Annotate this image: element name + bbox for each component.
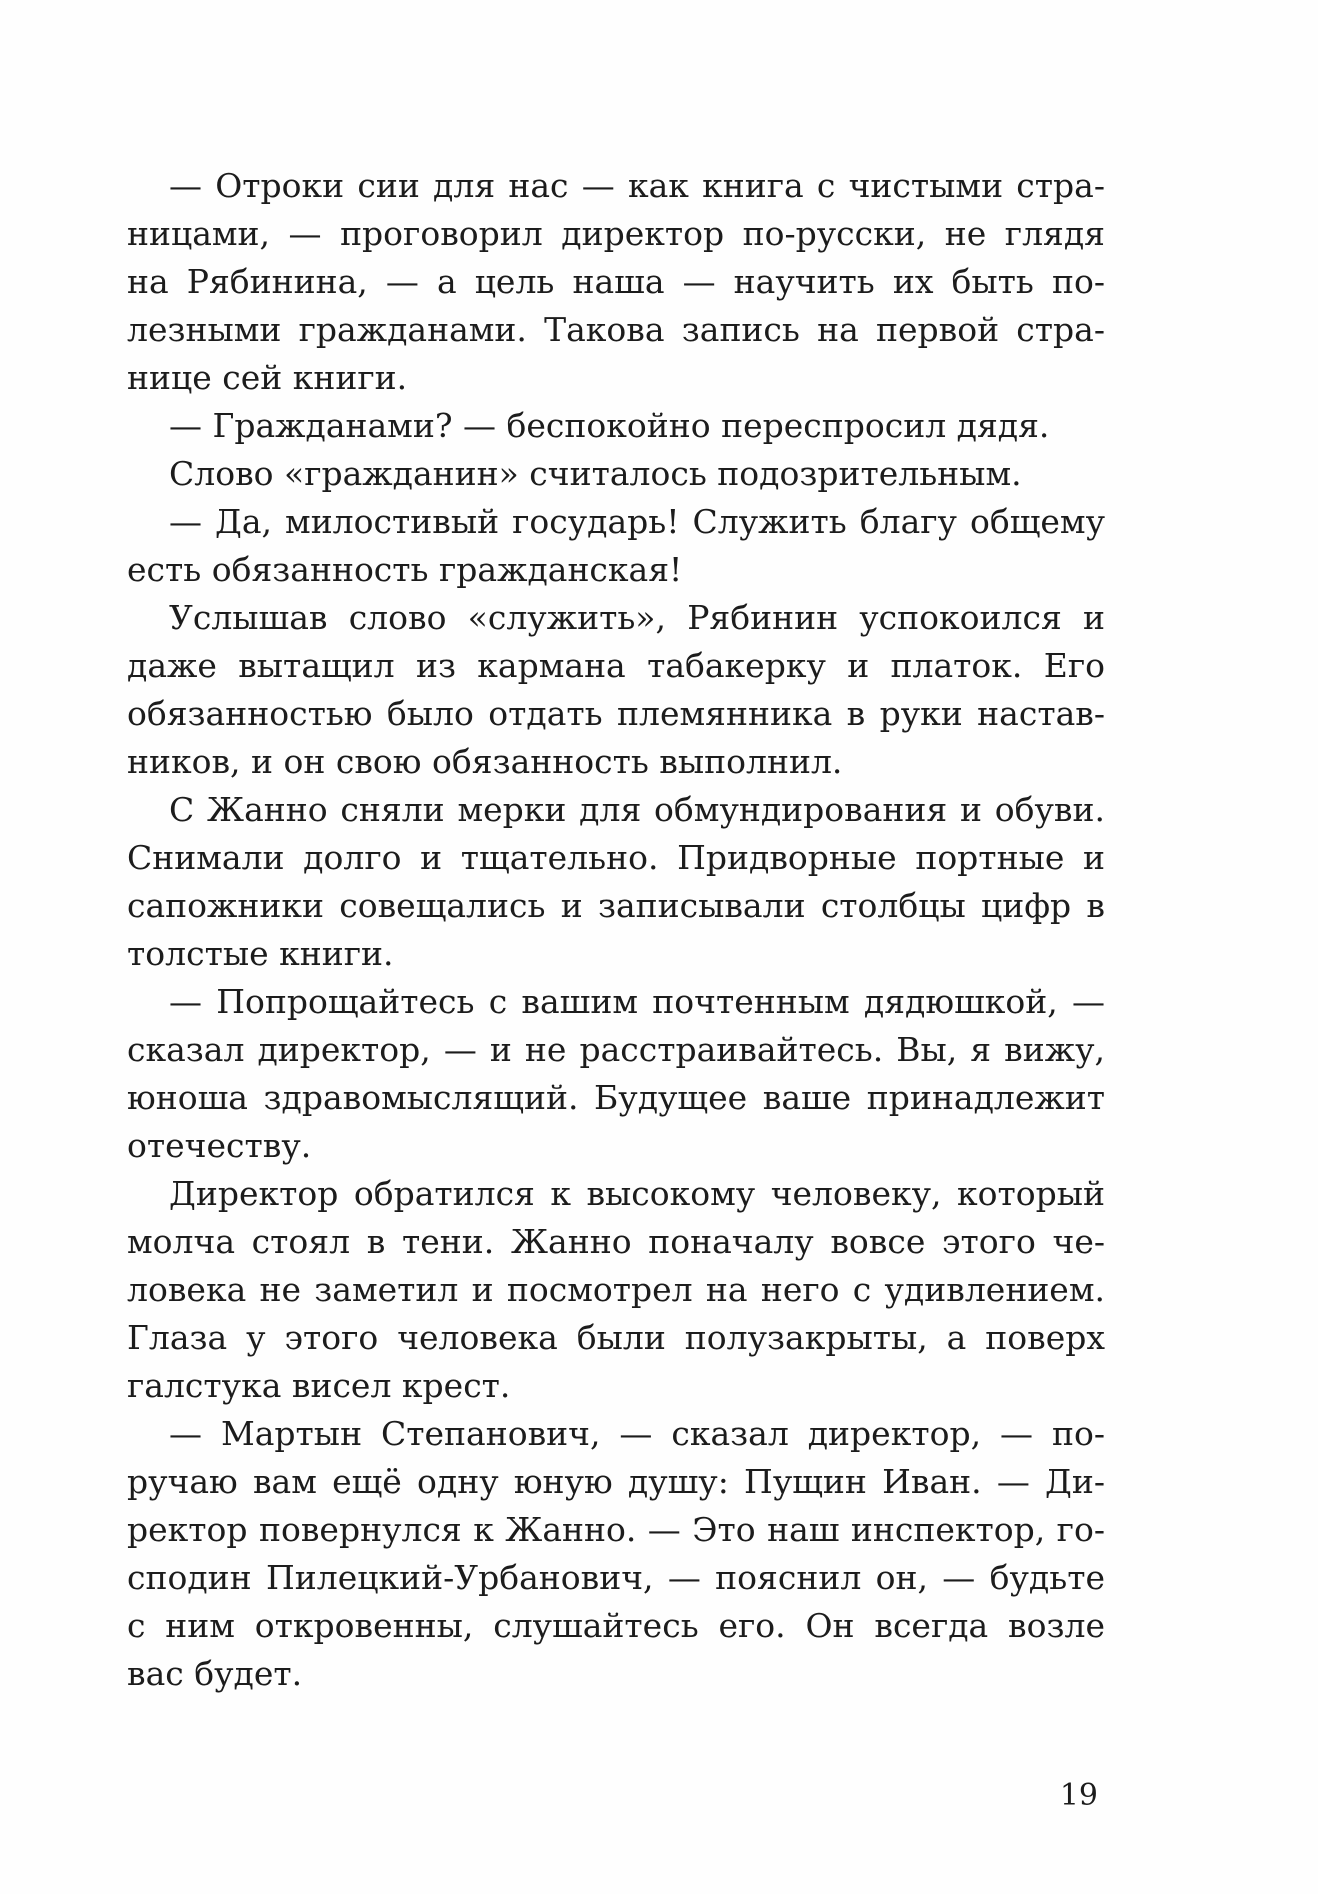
paragraph-2: — Гражданами? — беспокойно переспросил дядя. [169, 406, 1050, 445]
page-number: 19 [1059, 1778, 1098, 1813]
paragraph-4: — Да, милостивый государь! Служить благу общему есть обязанность гражданская! [127, 502, 1105, 589]
paragraph-5: Услышав слово «служить», Рябинин успокоился и даже вытащил из кармана табакерку и платок. Его обязанностью было отдать племянника в руки наставников, и он свою обязанность выполнил. [127, 598, 1105, 781]
paragraph-9: — Мартын Степанович, — сказал директор, — поручаю вам ещё одну юную душу: Пущин Иван. — Директор повернулся к Жанно. — Это наш инспектор, господин Пилецкий-Урбанович, — пояснил он, — будьте с ним откровенны, слушайтесь его. Он всегда возле вас будет. [127, 1414, 1105, 1693]
paragraph-8: Директор обратился к высокому человеку, который молча стоял в тени. Жанно поначалу вовсе этого человека не заметил и посмотрел на него с удивлением. Глаза у этого человека были полузакрыты, а поверх галстука висел крест. [127, 1174, 1105, 1405]
body-text [127, 162, 1105, 1698]
paragraph-1: — Отроки сии для нас — как книга с чистыми страницами, — проговорил директор по-русски, не глядя на Рябинина, — а цель наша — научить их быть полезными гражданами. Такова запись на первой странице сей книги. [127, 166, 1105, 397]
paragraph-3: Слово «гражданин» считалось подозрительным. [169, 454, 1022, 493]
paragraph-7: — Попрощайтесь с вашим почтенным дядюшкой, — сказал директор, — и не расстраивайтесь. Вы, я вижу, юноша здравомыслящий. Будущее ваше принадлежит отечеству. [127, 982, 1105, 1165]
paragraph-6: С Жанно сняли мерки для обмундирования и обуви. Снимали долго и тщательно. Придворные портные и сапожники совещались и записывали столбцы цифр в толстые книги. [127, 790, 1105, 973]
